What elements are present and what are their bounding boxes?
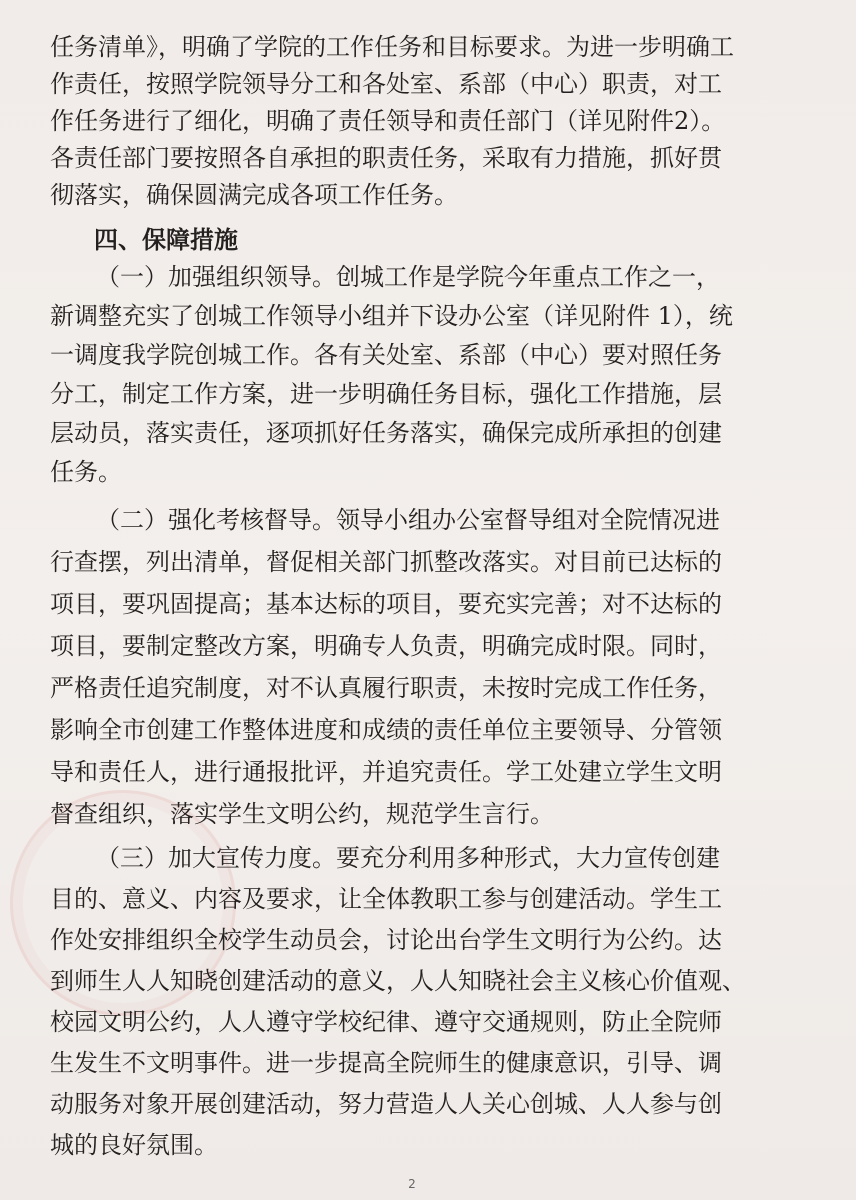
text-line: 生发生不文明事件。进一步提高全院师生的健康意识，引导、调: [50, 1049, 722, 1077]
text-line: 严格责任追究制度，对不认真履行职责，未按时完成工作任务，: [50, 674, 722, 702]
text-line: 影响全市创建工作整体进度和成绩的责任单位主要领导、分管领: [50, 716, 722, 744]
text-line: 作处安排组织全校学生动员会，讨论出台学生文明行为公约。达: [50, 926, 722, 954]
paragraph-first-line: （二）强化考核督导。领导小组办公室督导组对全院情况进: [96, 506, 720, 534]
text-line: 彻落实，确保圆满完成各项工作任务。: [50, 181, 458, 209]
text-line: 动服务对象开展创建活动，努力营造人人关心创城、人人参与创: [50, 1090, 722, 1118]
text-line: 目的、意义、内容及要求，让全体教职工参与创建活动。学生工: [50, 885, 722, 913]
paragraph-first-line: （三）加大宣传力度。要充分利用多种形式，大力宣传创建: [96, 844, 720, 872]
text-line: 项目，要制定整改方案，明确专人负责，明确完成时限。同时，: [50, 632, 722, 660]
text-line: 一调度我学院创城工作。各有关处室、系部（中心）要对照任务: [50, 341, 722, 369]
text-line: 任务。: [50, 458, 122, 486]
text-line: 校园文明公约，人人遵守学校纪律、遵守交通规则，防止全院师: [50, 1008, 722, 1036]
section-heading: 四、保障措施: [94, 225, 238, 254]
page-number: 2: [408, 1177, 416, 1191]
text-line: 分工，制定工作方案，进一步明确任务目标，强化工作措施，层: [50, 380, 722, 408]
text-line: 层动员，落实责任，逐项抓好任务落实，确保完成所承担的创建: [50, 419, 722, 447]
text-line: 到师生人人知晓创建活动的意义，人人知晓社会主义核心价值观、: [50, 967, 746, 995]
text-line: 作责任，按照学院领导分工和各处室、系部（中心）职责，对工: [50, 70, 722, 98]
text-line: 项目，要巩固提高；基本达标的项目，要充实完善；对不达标的: [50, 590, 722, 618]
text-line: 行查摆，列出清单，督促相关部门抓整改落实。对目前已达标的: [50, 548, 722, 576]
text-line: 城的良好氛围。: [50, 1131, 218, 1159]
text-line: 新调整充实了创城工作领导小组并下设办公室（详见附件 1），统: [50, 302, 733, 330]
paragraph-first-line: （一）加强组织领导。创城工作是学院今年重点工作之一，: [96, 263, 720, 291]
text-line: 任务清单》，明确了学院的工作任务和目标要求。为进一步明确工: [50, 33, 734, 61]
text-line: 督查组织，落实学生文明公约，规范学生言行。: [50, 800, 554, 828]
text-line: 导和责任人，进行通报批评，并追究责任。学工处建立学生文明: [50, 758, 722, 786]
text-line: 各责任部门要按照各自承担的职责任务，采取有力措施，抓好贯: [50, 144, 722, 172]
text-line: 作任务进行了细化，明确了责任领导和责任部门（详见附件2）。: [50, 107, 726, 135]
